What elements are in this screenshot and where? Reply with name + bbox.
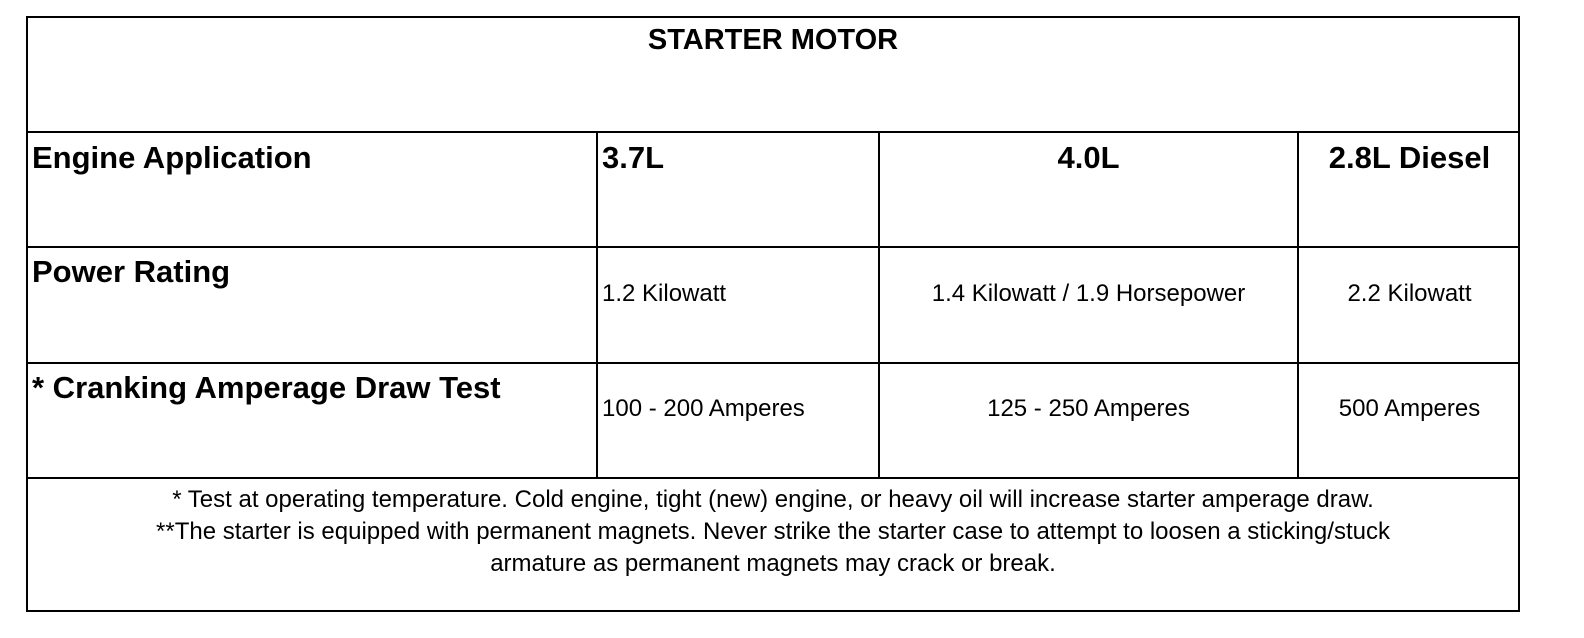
row-divider [28, 362, 1518, 364]
power-rating-3-7l: 1.2 Kilowatt [602, 280, 727, 307]
row-divider [28, 131, 1518, 133]
cranking-4-0l: 125 - 250 Amperes [987, 395, 1190, 422]
row-divider [28, 246, 1518, 248]
header-3-7l: 3.7L [602, 140, 665, 175]
row-divider [28, 477, 1518, 479]
column-divider [596, 131, 598, 479]
row-label-cranking-amperage: * Cranking Amperage Draw Test [32, 370, 501, 405]
footnote-test-temperature: * Test at operating temperature. Cold engine, tight (new) engine, or heavy oil will increase starter amperage draw. [172, 486, 1374, 513]
table-title: STARTER MOTOR [647, 24, 899, 56]
cranking-3-7l: 100 - 200 Amperes [602, 395, 805, 422]
footnote-permanent-magnets: **The starter is equipped with permanent magnets. Never strike the starter case to attempt to loosen a sticking/stuck [156, 518, 1390, 545]
header-engine-application: Engine Application [32, 140, 312, 175]
header-4-0l: 4.0L [1057, 140, 1120, 175]
starter-motor-table [26, 16, 1520, 612]
power-rating-2-8l-diesel: 2.2 Kilowatt [1347, 280, 1472, 307]
row-label-power-rating: Power Rating [32, 254, 231, 289]
footnote-permanent-magnets-continued: armature as permanent magnets may crack or break. [490, 550, 1056, 577]
footnotes [28, 484, 1518, 580]
power-rating-4-0l: 1.4 Kilowatt / 1.9 Horsepower [931, 280, 1246, 307]
header-2-8l-diesel: 2.8L Diesel [1328, 140, 1491, 175]
cranking-2-8l-diesel: 500 Amperes [1338, 395, 1481, 422]
